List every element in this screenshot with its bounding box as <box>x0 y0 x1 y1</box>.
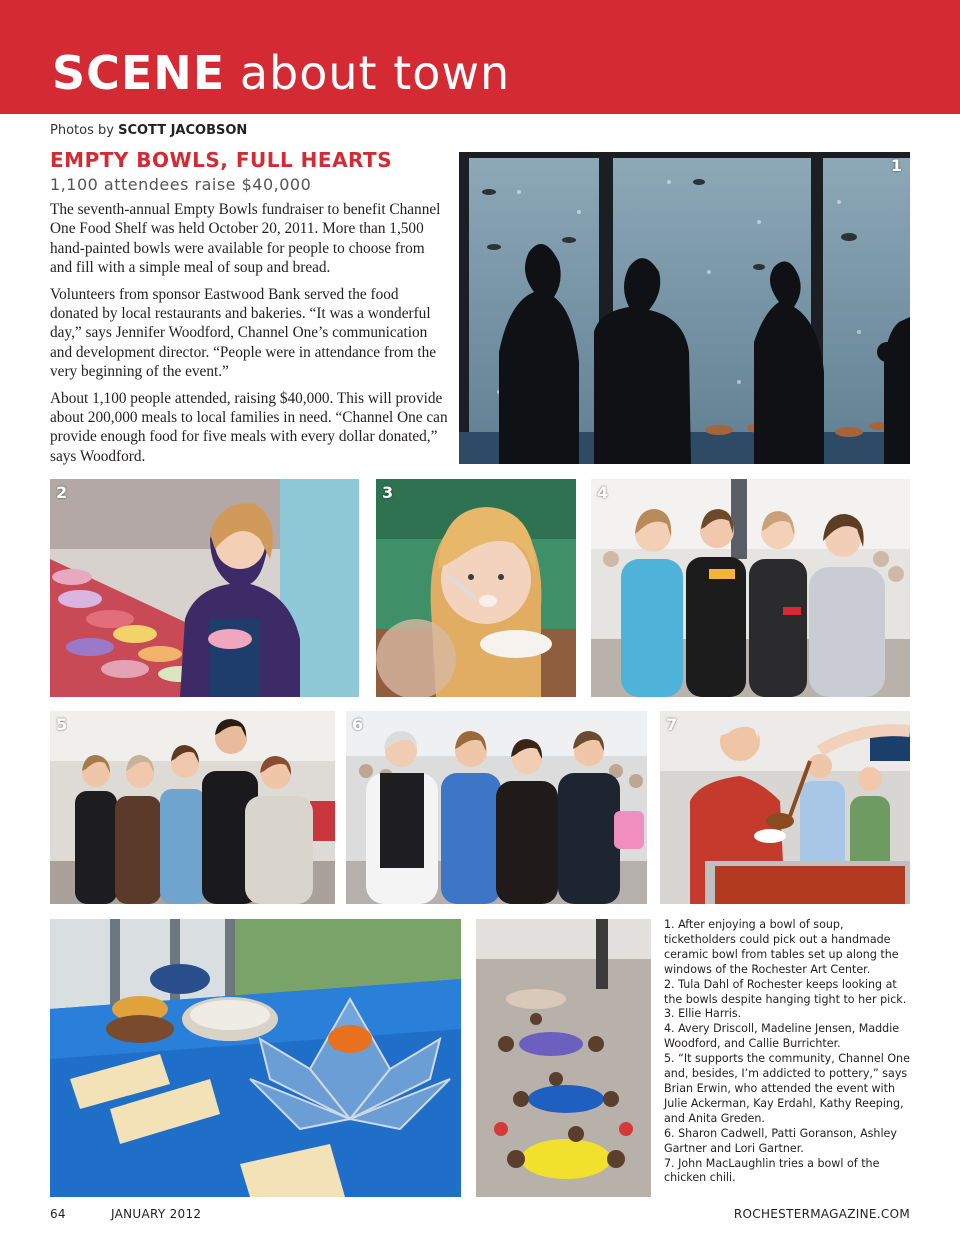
photo-5-number: 5 <box>56 715 68 734</box>
caption-item: 2. Tula Dahl of Rochester keeps looking at the bowls despite hanging tight to her pick. <box>664 977 907 1006</box>
photo-8-image <box>50 919 461 1197</box>
caption-item: 6. Sharon Cadwell, Patti Goranson, Ashley Gartner and Lori Gartner. <box>664 1126 897 1155</box>
caption-item: 1. After enjoying a bowl of soup, ticketholders could pick out a handmade ceramic bowl from tables set up along the windows of the Rochester Art Center. <box>664 918 899 976</box>
credit-photographer: SCOTT JACOBSON <box>118 123 248 138</box>
photo-3 <box>376 479 576 697</box>
article-paragraph: Volunteers from sponsor Eastwood Bank served the food donated by local restaurants and bakeries. “It was a wonderful day,” says Jennifer Woodford, Channel One’s communication and development director. “People were in attendance from the very beginning of the event.” <box>50 285 437 381</box>
photo-captions <box>664 918 914 1186</box>
photo-7-number: 7 <box>666 715 678 734</box>
photo-6-image <box>346 711 647 904</box>
photo-1 <box>459 152 910 464</box>
photo-9-image <box>476 919 651 1197</box>
photo-2-image <box>50 479 359 697</box>
photo-1-image <box>459 152 910 464</box>
photo-6 <box>346 711 647 904</box>
photo-4 <box>591 479 910 697</box>
photo-7-image <box>660 711 910 904</box>
article-paragraph: About 1,100 people attended, raising $40,000. This will provide about 200,000 meals to local families in need. “Channel One can provide enough food for five meals with every dollar donated,” says Woodford. <box>50 389 448 465</box>
photo-5 <box>50 711 335 904</box>
caption-item: 3. Ellie Harris. <box>664 1007 742 1021</box>
photo-2-number: 2 <box>56 483 68 502</box>
section-title-light: about town <box>239 46 511 100</box>
article-body <box>50 200 450 473</box>
photo-3-image <box>376 479 576 697</box>
photo-2 <box>50 479 359 697</box>
photo-1-number: 1 <box>890 156 902 175</box>
photo-8 <box>50 919 461 1197</box>
photo-4-number: 4 <box>597 483 609 502</box>
photo-5-image <box>50 711 335 904</box>
caption-item: 4. Avery Driscoll, Madeline Jensen, Maddie Woodford, and Callie Burrichter. <box>664 1022 900 1051</box>
caption-item: 7. John MacLaughlin tries a bowl of the chicken chili. <box>664 1156 880 1185</box>
section-title <box>52 46 511 100</box>
article-paragraph: The seventh-annual Empty Bowls fundraiser to benefit Channel One Food Shelf was held October 20, 2011. More than 1,500 hand-painted bowls were available for people to choose from and fill with a simple meal of soup and bread. <box>50 201 441 277</box>
credit-prefix: Photos by <box>50 123 114 138</box>
section-title-bold: SCENE <box>52 46 226 100</box>
photo-3-number: 3 <box>382 483 394 502</box>
article-headline: EMPTY BOWLS, FULL HEARTS <box>50 148 393 172</box>
issue-date: JANUARY 2012 <box>111 1207 202 1221</box>
photo-7 <box>660 711 910 904</box>
photo-credit <box>50 123 247 138</box>
article-subhead: 1,100 attendees raise $40,000 <box>50 175 312 194</box>
photo-9 <box>476 919 651 1197</box>
photo-4-image <box>591 479 910 697</box>
website-url: ROCHESTERMAGAZINE.COM <box>733 1207 910 1221</box>
page-number: 64 <box>50 1207 66 1221</box>
caption-item: 5. “It supports the community, Channel One and, besides, I’m addicted to pottery,” says Brian Erwin, who attended the event with Julie Ackerman, Kay Erdahl, Kathy Reeping, and Anita Greden. <box>664 1052 910 1125</box>
section-banner <box>0 0 960 114</box>
photo-6-number: 6 <box>352 715 364 734</box>
